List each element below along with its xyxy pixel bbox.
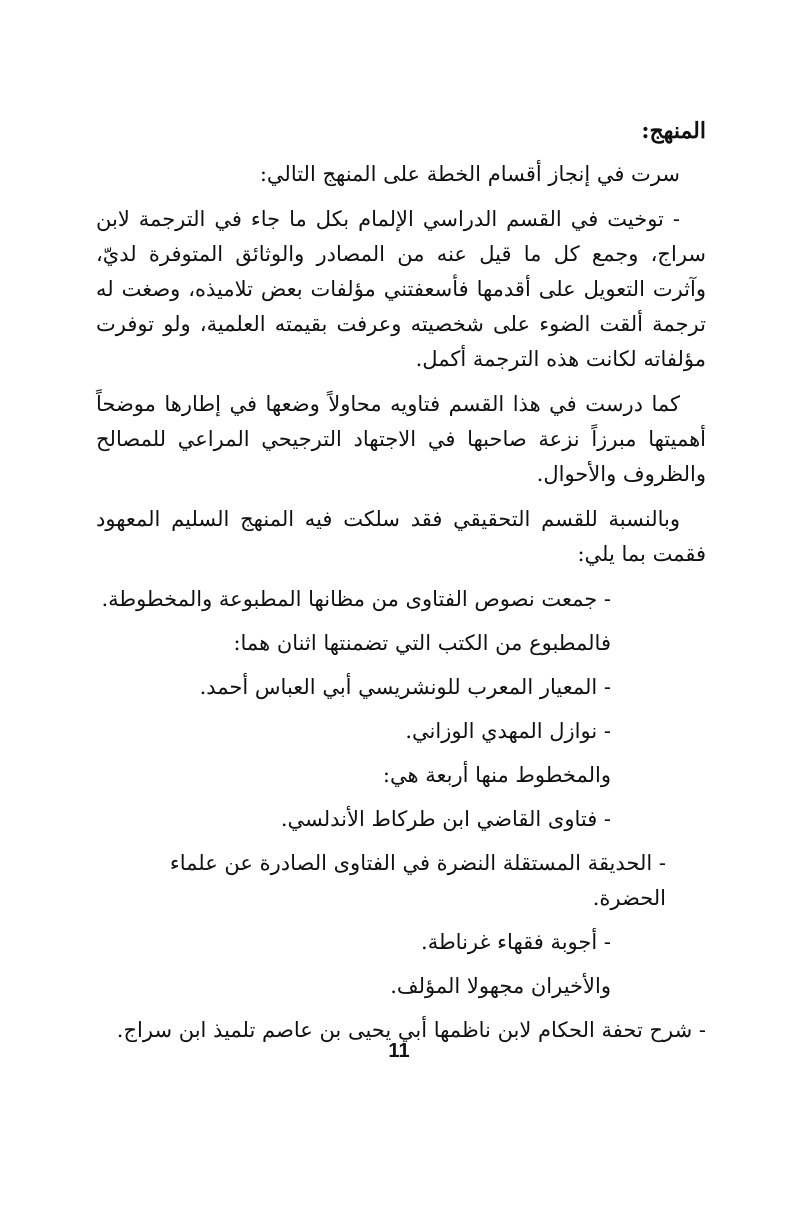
fatwas-study-paragraph: كما درست في هذا القسم فتاويه محاولاً وضعها في إطارها موضحاً أهميتها مبرزاً نزعة صاحبها في الاجتهاد الترجيحي المراعي للمصالح والظروف والأحوال. [96, 392, 706, 486]
list-item: فالمطبوع من الكتب التي تضمنتها اثنان هما: [233, 631, 611, 655]
study-section-paragraph: - توخيت في القسم الدراسي الإلمام بكل ما جاء في الترجمة لابن سراج، وجمع كل ما قيل عنه من المصادر والوثائق المتوفرة لديّ، وآثرت التعويل على أقدمها فأسعفتني مؤلفات بعض تلاميذه، وصغت له ترجمة ألقت الضوء على شخصيته وعرفت بقيمته العلمية، ولو توفرت مؤلفاته لكانت هذه الترجمة أكمل. [96, 207, 706, 371]
intro-paragraph: سرت في إنجاز أقسام الخطة على المنهج التالي: [259, 162, 680, 186]
list-item: - الحديقة المستقلة النضرة في الفتاوى الصادرة عن علماء الحضرة. [169, 851, 666, 910]
list-item: - شرح تحفة الحكام لابن ناظمها أبي يحيى بن عاصم تلميذ ابن سراج. [116, 1018, 706, 1042]
list-item: - نوازل المهدي الوزاني. [405, 719, 611, 743]
page-content [96, 114, 706, 1048]
list-item: - أجوبة فقهاء غرناطة. [421, 930, 611, 954]
list-item: والأخيران مجهولا المؤلف. [390, 974, 611, 998]
list-item: - المعيار المعرب للونشريسي أبي العباس أحمد. [199, 675, 611, 699]
verification-section-paragraph: وبالنسبة للقسم التحقيقي فقد سلكت فيه المنهج السليم المعهود فقمت بما يلي: [96, 507, 706, 566]
list-item: - جمعت نصوص الفتاوى من مظانها المطبوعة والمخطوطة. [101, 587, 611, 611]
list-item: - فتاوى القاضي ابن طركاط الأندلسي. [280, 807, 611, 831]
list-item: والمخطوط منها أربعة هي: [382, 763, 611, 787]
page-number: 11 [388, 1040, 410, 1062]
section-heading: المنهج: [641, 118, 706, 144]
